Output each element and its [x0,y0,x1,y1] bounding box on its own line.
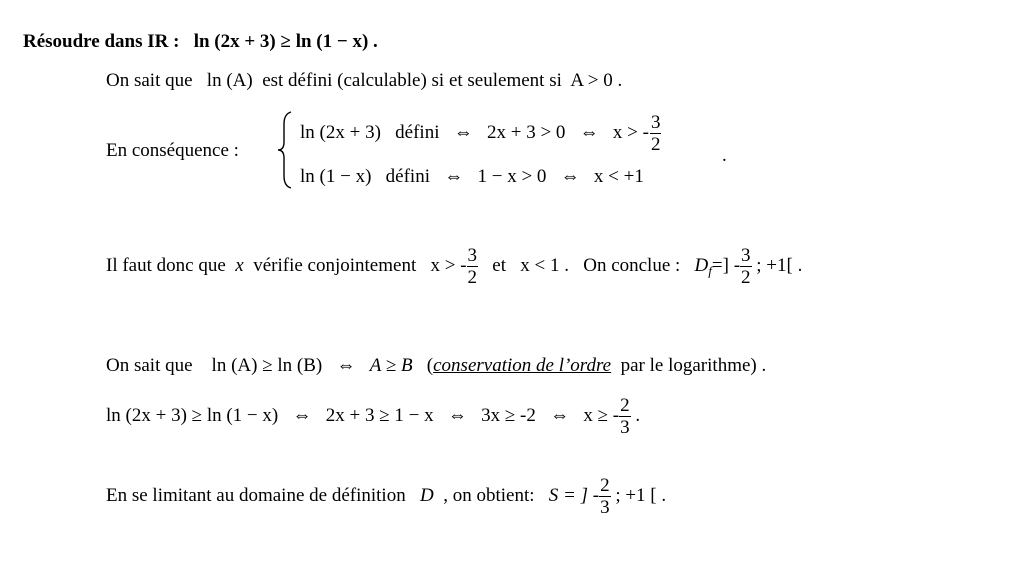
domain-cond2: x < 1 . [520,254,569,276]
definition-text-1: On sait que [106,70,193,91]
definition-lnA: ln (A) [206,70,253,91]
fraction-2-3: $\frac{2}{3}$ [600,475,610,518]
equiv-icon: ⇔ [292,404,312,426]
domain-et: et [492,254,506,276]
solve-dot: . [635,404,641,426]
row2-lhs: ln (1 − x) [300,166,372,187]
solution-D: D [419,484,434,506]
row1-result-prefix: x > - [612,121,649,143]
row1-condition: 2x + 3 > 0 [486,121,566,143]
title-inequation: ln (2x + 3) ≥ ln (1 − x) . [193,31,378,52]
system-row-2 [300,167,644,186]
row2-result: x < +1 [593,166,644,187]
row1-defined: défini [395,121,440,143]
df-sub: f [708,263,712,279]
order-paren-rest: par le logarithme) . [620,355,767,376]
solution-text-1: En se limitant au domaine de définition [106,484,406,506]
definition-text-2: est défini (calculable) si et seulement si [262,70,562,91]
set-IR: IR [147,31,169,52]
definition-condition: A > 0 . [570,70,623,91]
title-prefix: Résoudre dans [23,31,143,52]
equiv-icon: ⇔ [579,121,599,143]
solve-part4: x ≥ - [583,404,620,426]
domain-x: x [235,254,244,276]
equiv-icon: ⇔ [336,355,356,376]
domain-text-2: vérifie conjointement [253,254,417,276]
equiv-icon: ⇔ [444,166,464,187]
fraction-3-2: $\frac{3}{2}$ [650,112,661,155]
order-text-1: On sait que [106,355,193,376]
row1-lhs: ln (2x + 3) [300,121,381,143]
df-label: D [694,254,709,276]
order-underlined: conservation de l’ordre [433,355,612,376]
row2-condition: 1 − x > 0 [477,166,547,187]
solution-S: S = ] - [548,484,600,506]
equiv-icon: ⇔ [453,121,473,143]
solution-line [106,476,666,517]
title-colon: : [173,31,180,52]
definition-line [106,71,622,90]
domain-line [106,246,802,287]
row2-defined: défini [385,166,430,187]
fraction-2-3: $\frac{2}{3}$ [620,395,630,438]
order-rule-2: A ≥ B [369,355,413,376]
equiv-icon: ⇔ [550,404,570,426]
fraction-3-2: $\frac{3}{2}$ [467,245,478,288]
domain-conclude: On conclue : [583,254,681,276]
order-rule: ln (A) ≥ ln (B) [211,355,323,376]
domain-cond1: x > - [430,254,467,276]
solution-text-2: , on obtient: [443,484,535,506]
consequence-label: En conséquence : [106,140,239,161]
order-paren: ( [426,355,434,376]
system-dot: . [722,145,727,166]
system-row-1 [300,113,661,154]
solution-tail: ; +1 [ . [615,484,667,506]
solve-part3: 3x ≥ -2 [481,404,536,426]
domain-text-1: Il faut donc que [106,254,226,276]
fraction-3-2: $\frac{3}{2}$ [741,245,751,288]
exercise-title [23,32,378,51]
df-eq: =] - [711,254,741,276]
df-tail: ; +1[ . [756,254,803,276]
solve-part1: ln (2x + 3) ≥ ln (1 − x) [106,404,279,426]
order-line [106,356,766,375]
equiv-icon: ⇔ [447,404,467,426]
equiv-icon: ⇔ [560,166,580,187]
solve-part2: 2x + 3 ≥ 1 − x [325,404,434,426]
solve-line [106,396,640,437]
left-brace-icon [276,110,296,190]
